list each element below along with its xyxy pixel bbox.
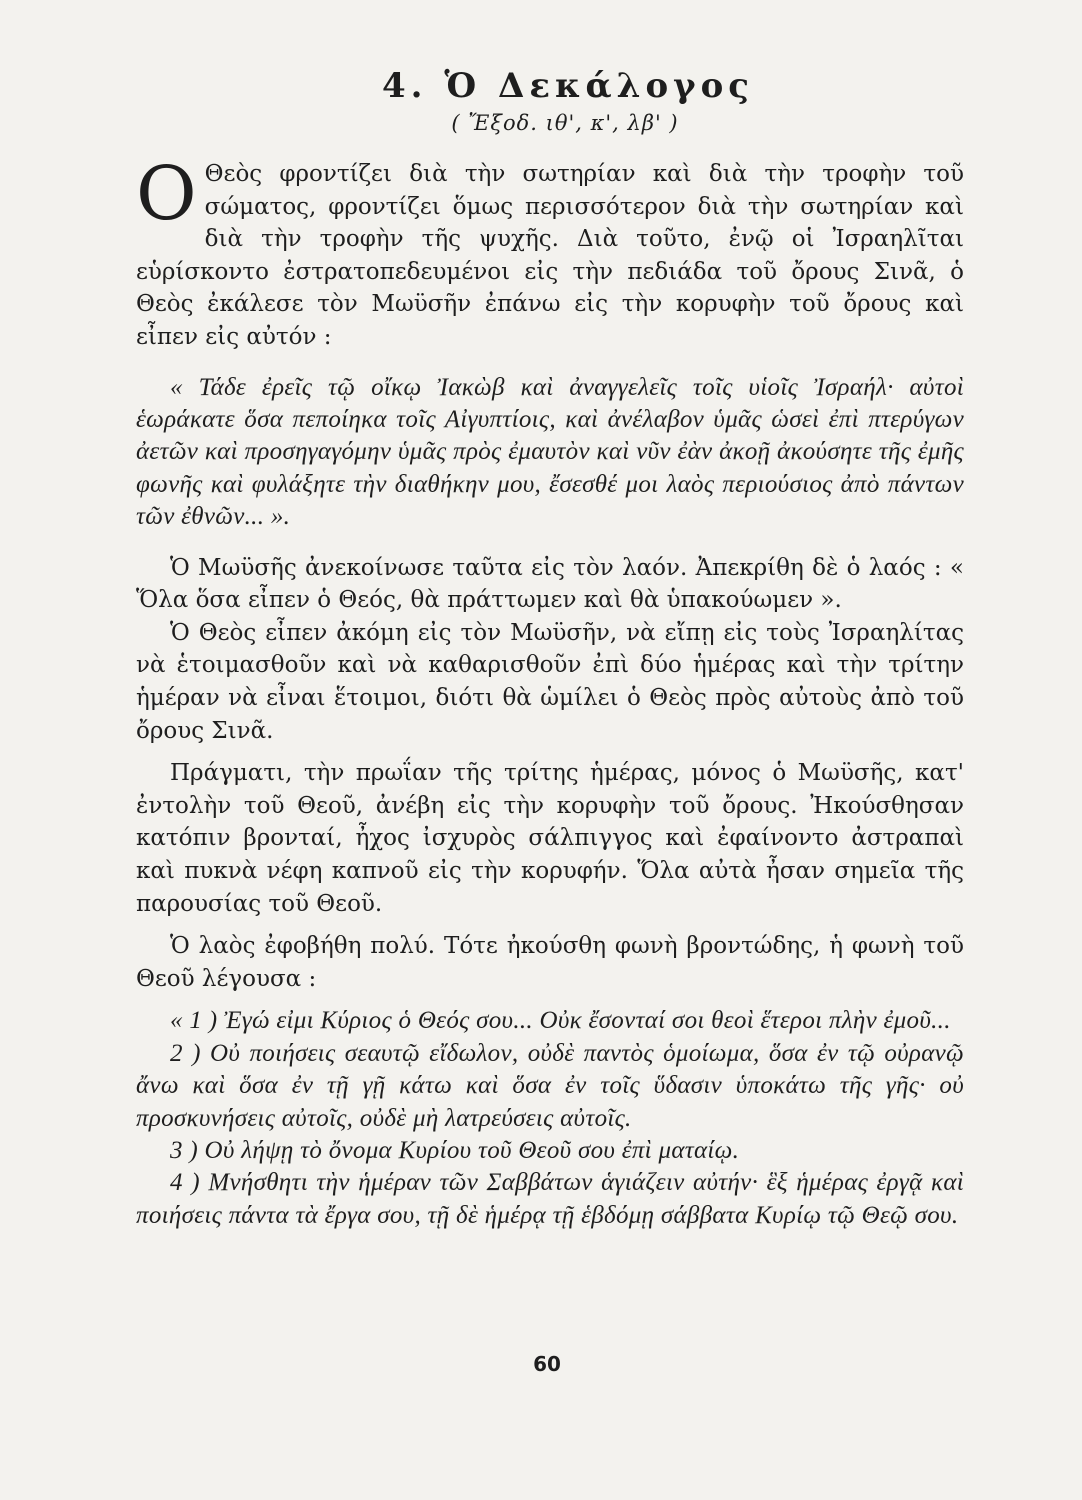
paragraph-mount-sinai: Πράγματι, τὴν πρωΐαν τῆς τρίτης ἡμέρας, μόνος ὁ Μωϋσῆς, κατ' ἐντολὴν τοῦ Θεοῦ, ἀνέβη εἰς τὴν κορυφὴν τοῦ ὄρους. Ἠκούσθησαν κατόπιν βρονταί, ἦχος ἰσχυρὸς σάλπιγγος καὶ ἐφαίνοντο ἀστραπαὶ καὶ πυκνὰ νέφη καπνοῦ εἰς τὴν κορυφήν. Ὅλα αὐτὰ ἦσαν σημεῖα τῆς παρουσίας τοῦ Θεοῦ. [136, 760, 964, 917]
drop-cap: Ο [136, 151, 197, 237]
commandment-1: « 1 ) Ἐγώ εἰμι Κύριος ὁ Θεός σου... Οὐκ ἔσονταί σοι θεοὶ ἕτεροι πλὴν ἐμοῦ... [170, 1007, 951, 1035]
scripture-reference: ( Ἔξοδ. ιθ', κ', λβ' ) [451, 111, 679, 135]
intro-paragraph [136, 151, 964, 354]
intro-text: Θεὸς φροντίζει διὰ τὴν σωτηρίαν καὶ διὰ τὴν τροφὴν τοῦ σώματος, φροντίζει ὅμως περισσότερον διὰ τὴν σωτηρίαν καὶ διὰ τὴν τροφὴν τῆς ψυχῆς. Διὰ τοῦτο, ἐνῷ οἱ Ἰσραηλῖται εὑρίσκοντο ἐστρατοπεδευμένοι εἰς τὴν πεδιάδα τοῦ ὄρους Σινᾶ, ὁ Θεὸς ἐκάλεσε τὸν Μωϋσῆν ἐπάνω εἰς τὴν κορυφὴν τοῦ ὄρους καὶ εἶπεν εἰς αὐτόν : [136, 161, 964, 350]
commandment-2: 2 ) Οὐ ποιήσεις σεαυτῷ εἴδωλον, οὐδὲ παντὸς ὁμοίωμα, ὅσα ἐν τῷ οὐρανῷ ἄνω καὶ ὅσα ἐν τῇ γῇ κάτω καὶ ὅσα ἐν τοῖς ὕδασιν ὑποκάτω τῆς γῆς· οὐ προσκυνήσεις αὐτοῖς, οὐδὲ μὴ λατρεύσεις αὐτοῖς. [136, 1039, 964, 1132]
chapter-body [136, 151, 964, 1232]
page-number: 60 [533, 1352, 561, 1376]
chapter-title: 4. Ὁ Δεκάλογος [382, 66, 754, 106]
commandment-3: 3 ) Οὐ λήψῃ τὸ ὄνομα Κυρίου τοῦ Θεοῦ σου ἐπὶ ματαίῳ. [170, 1136, 740, 1164]
quote-paragraph: « Τάδε ἐρεῖς τῷ οἴκῳ Ἰακὼβ καὶ ἀναγγελεῖς τοῖς υἱοῖς Ἰσραήλ· αὐτοὶ ἑωράκατε ὅσα πεποίηκα τοῖς Αἰγυπτίοις, καὶ ἀνέλαβον ὑμᾶς ὡσεὶ ἐπὶ πτερύγων ἀετῶν καὶ προσηγαγόμην ὑμᾶς πρὸς ἐμαυτὸν καὶ νῦν ἐὰν ἀκοῇ ἀκούσητε τῆς ἐμῆς φωνῆς καὶ φυλάξητε τὴν διαθήκην μου, ἔσεσθέ μοι λαὸς περιούσιος ἀπὸ πάντων τῶν ἐθνῶν... ». [136, 373, 964, 531]
paragraph-voice-of-god: Ὁ λαὸς ἐφοβήθη πολύ. Τότε ἠκούσθη φωνὴ βροντώδης, ἡ φωνὴ τοῦ Θεοῦ λέγουσα : [136, 933, 964, 992]
commandment-4: 4 ) Μνήσθητι τὴν ἡμέραν τῶν Σαββάτων ἁγιάζειν αὐτήν· ἓξ ἡμέρας ἐργᾷ καὶ ποιήσεις πάντα τὰ ἔργα σου, τῇ δὲ ἡμέρᾳ τῇ ἑβδόμῃ σάββατα Κυρίῳ τῷ Θεῷ σου. [136, 1169, 964, 1229]
paragraph-preparation: Ὁ Θεὸς εἶπεν ἀκόμη εἰς τὸν Μωϋσῆν, νὰ εἴπῃ εἰς τοὺς Ἰσραηλίτας νὰ ἑτοιμασθοῦν καὶ νὰ καθαρισθοῦν ἐπὶ δύο ἡμέρας καὶ τὴν τρίτην ἡμέραν νὰ εἶναι ἕτοιμοι, διότι θὰ ὡμίλει ὁ Θεὸς πρὸς αὐτοὺς ἀπὸ τοῦ ὄρους Σινᾶ. [136, 619, 964, 744]
paragraph-people-answer: Ὁ Μωϋσῆς ἀνεκοίνωσε ταῦτα εἰς τὸν λαόν. Ἀπεκρίθη δὲ ὁ λαός : « Ὅλα ὅσα εἶπεν ὁ Θεός, θὰ πράττωμεν καὶ θὰ ὑπακούωμεν ». [136, 554, 964, 614]
